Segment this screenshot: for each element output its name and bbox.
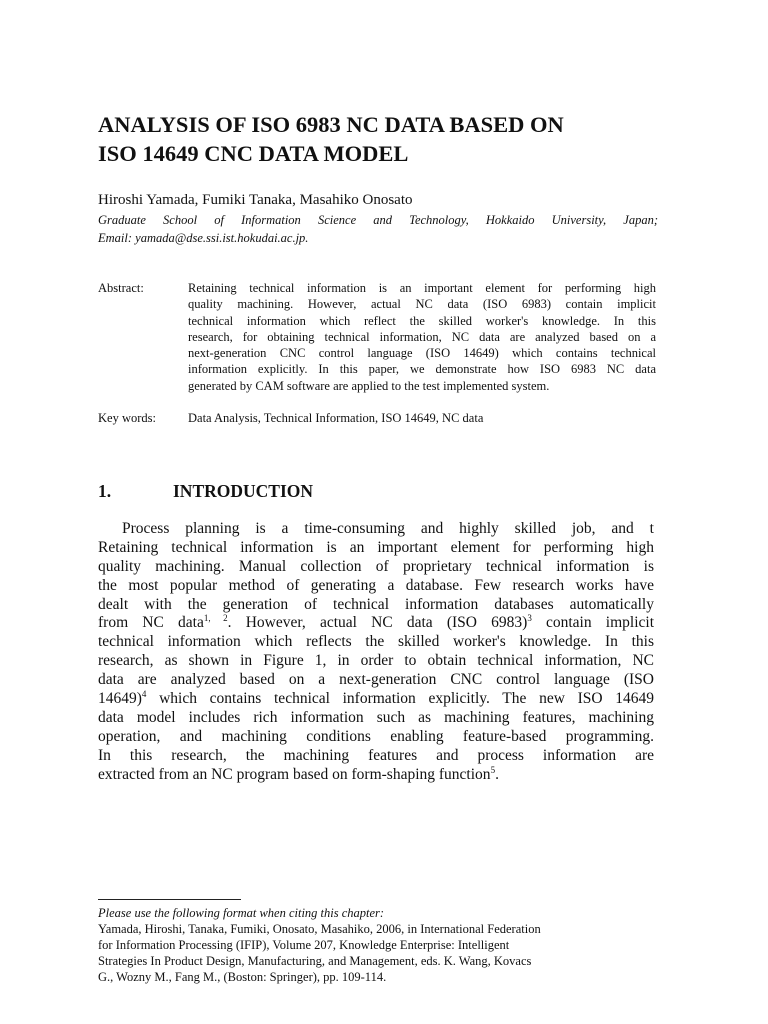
paragraph-line: dealt with the generation of technical information databases automatically bbox=[98, 595, 654, 613]
title-line: ANALYSIS OF ISO 6983 NC DATA BASED ON bbox=[98, 112, 564, 137]
line-segment: 14649) bbox=[98, 690, 142, 708]
paragraph-line bbox=[98, 766, 654, 785]
paragraph-line: research, as shown in Figure 1, in order to obtain technical information, NC bbox=[98, 652, 654, 670]
paper-title bbox=[98, 110, 698, 168]
footnote-line: G., Wozny M., Fang M., (Boston: Springer), pp. 109-114. bbox=[98, 970, 387, 984]
paragraph-line: technical information which reflects the skilled worker's knowledge. In this bbox=[98, 633, 654, 651]
footnote-heading: Please use the following format when citing this chapter: bbox=[98, 906, 385, 920]
abstract-line: next-generation CNC control language (ISO 14649) which contains technical bbox=[188, 346, 656, 361]
abstract-line: information explicitly. In this paper, we demonstrate how ISO 6983 NC data bbox=[188, 362, 656, 377]
paragraph-line: data are analyzed based on a next-generation CNC control language (ISO bbox=[98, 671, 654, 689]
abstract-line: quality machining. However, actual NC data (ISO 6983) contain implicit bbox=[188, 297, 656, 312]
abstract-body bbox=[188, 280, 656, 394]
affiliation: Graduate School of Information Science and Technology, Hokkaido University, Japan; bbox=[98, 213, 658, 227]
footnote-line: Yamada, Hiroshi, Tanaka, Fumiki, Onosato, Masahiko, 2006, in International Federation bbox=[98, 922, 541, 936]
keywords-text: Data Analysis, Technical Information, ISO 14649, NC data bbox=[188, 411, 484, 425]
paragraph-line: operation, and machining conditions enabling feature-based programming. bbox=[98, 727, 654, 745]
abstract-line: research, for obtaining technical information, NC data are analyzed based on a bbox=[188, 329, 656, 344]
section-number: 1. bbox=[98, 481, 112, 501]
line-segment: . bbox=[495, 765, 499, 783]
author-email: Email: yamada@dse.ssi.ist.hokudai.ac.jp. bbox=[98, 231, 309, 245]
abstract-line: generated by CAM software are applied to the test implemented system. bbox=[188, 378, 550, 393]
abstract-label: Abstract: bbox=[98, 281, 144, 295]
title-line: ISO 14649 CNC DATA MODEL bbox=[98, 141, 409, 166]
citation-superscript: 1, 2 bbox=[203, 613, 228, 624]
section-heading: INTRODUCTION bbox=[173, 481, 314, 501]
keywords-label: Key words: bbox=[98, 411, 156, 425]
footnote-line: Strategies In Product Design, Manufacturing, and Management, eds. K. Wang, Kovacs bbox=[98, 954, 532, 968]
footnote-divider bbox=[98, 899, 241, 900]
paragraph-line bbox=[98, 614, 654, 633]
line-segment: . However, actual NC data (ISO 6983) bbox=[227, 614, 528, 632]
line-segment: contain implicit bbox=[531, 614, 655, 632]
paragraph-line: data model includes rich information such as machining features, machining bbox=[98, 708, 654, 726]
abstract-line: technical information which reflect the skilled worker's knowledge. In this bbox=[188, 313, 656, 328]
citation-superscript: 3 bbox=[527, 613, 532, 624]
citation-superscript: 4 bbox=[141, 689, 147, 700]
paragraph-line: quality machining. Manual collection of proprietary technical information is bbox=[98, 557, 654, 575]
footnote-line: for Information Processing (IFIP), Volume 207, Knowledge Enterprise: Intelligent bbox=[98, 938, 510, 952]
paragraph-line: Retaining technical information is an important element for performing high bbox=[98, 538, 654, 556]
footnote-citation bbox=[98, 921, 658, 985]
paragraph-line: In this research, the machining features and process information are bbox=[98, 746, 654, 764]
abstract-line: Retaining technical information is an important element for performing high bbox=[188, 281, 656, 295]
paragraph-line: the most popular method of generating a database. Few research works have bbox=[98, 576, 654, 594]
line-segment: extracted from an NC program based on form-shaping function bbox=[98, 765, 491, 783]
introduction-paragraph bbox=[98, 520, 654, 784]
line-segment: from NC data bbox=[98, 614, 204, 632]
paragraph-line: Process planning is a time-consuming and highly skilled job, and t bbox=[122, 520, 654, 537]
line-segment: which contains technical information explicitly. The new ISO 14649 bbox=[146, 690, 654, 708]
paragraph-line bbox=[98, 690, 654, 709]
citation-superscript: 5 bbox=[490, 764, 496, 775]
author-list: Hiroshi Yamada, Fumiki Tanaka, Masahiko Onosato bbox=[98, 192, 413, 208]
